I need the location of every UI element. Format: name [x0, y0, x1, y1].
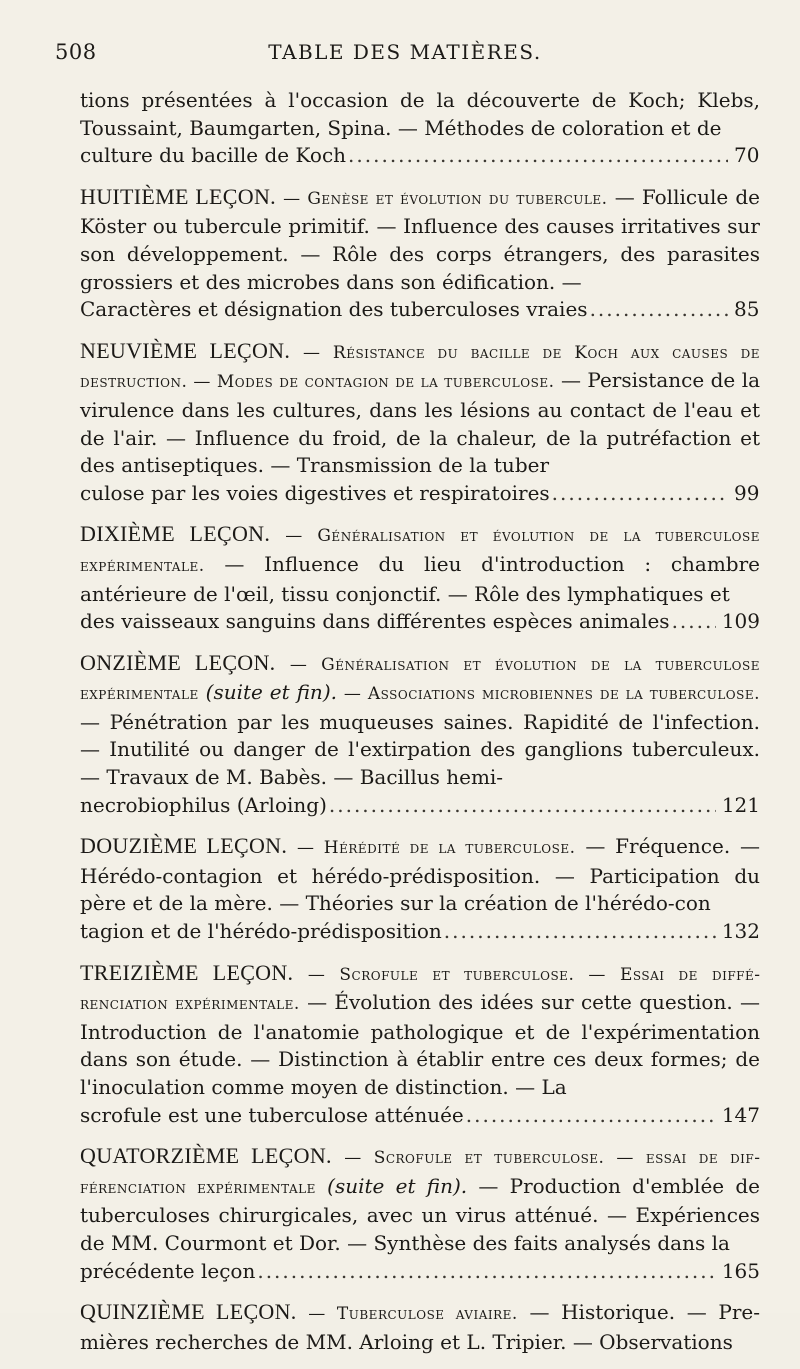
entry-body: tions présentées à l'occasion de la découverte de Koch; Klebs, Toussaint, Baumgarten, Spina. — Méthodes de coloration et de [80, 88, 760, 140]
toc-line [80, 608, 760, 636]
running-head [55, 40, 755, 70]
lecon-heading: DIXIÈME LEÇON. [80, 521, 271, 547]
lecon-title: — Tuberculose aviaire. [308, 1304, 518, 1325]
lecon-heading: QUINZIÈME LEÇON. [80, 1299, 297, 1325]
dot-leader [329, 792, 716, 820]
toc-entry-lecon-11 [80, 649, 760, 820]
page-ref[interactable]: 70 [734, 143, 760, 168]
toc-entry-lecon-9 [80, 337, 760, 508]
lecon-subtitle: — Associations microbiennes de la tuberculose. [343, 684, 761, 705]
toc-entry-lecon-8 [80, 183, 760, 324]
toc-entry-lecon-13 [80, 959, 760, 1130]
entry-body: — Production d'emblée de tuberculoses chirurgicales, avec un virus atténué. — Expériences de MM. Courmont et Dor. — Synthèse des faits analysés dans la [80, 1173, 761, 1255]
lecon-title: — Généralisation et évolution de la tuberculose expérimentale [80, 654, 760, 705]
lecon-heading: NEUVIÈME LEÇON. [80, 337, 291, 363]
toc-entry-continuation [80, 87, 760, 170]
lecon-heading: DOUZIÈME LEÇON. [80, 833, 288, 859]
page-ref[interactable]: 109 [721, 609, 760, 634]
page-number: 508 [55, 40, 97, 64]
toc-line [80, 142, 760, 170]
toc-line [80, 480, 760, 508]
toc-line [80, 792, 760, 820]
page-ref[interactable]: 165 [721, 1258, 760, 1283]
lecon-heading: HUITIÈME LEÇON. [80, 183, 276, 209]
lecon-title: — Scrofule et tuberculose. — Essai de différenciation expérimentale. [80, 964, 760, 1015]
page-ref[interactable]: 147 [721, 1102, 760, 1127]
dot-leader [672, 608, 716, 636]
page-ref[interactable]: 132 [721, 919, 760, 944]
dot-leader [552, 480, 728, 508]
entry-body: — Follicule de Köster ou tubercule primitif. — Influence des causes irritatives sur son développement. — Rôle des corps étrangers, des parasites grossiers et des microbes dans son édification. — [80, 184, 760, 294]
dot-leader [590, 296, 728, 324]
lecon-title-italic: (suite et fin). [327, 1173, 468, 1198]
dot-leader [348, 142, 728, 170]
lecon-heading: ONZIÈME LEÇON. [80, 649, 276, 675]
dot-leader [466, 1102, 716, 1130]
toc-line [80, 918, 760, 946]
entry-last-line: culose par les voies digestives et respiratoires [80, 480, 550, 505]
page-ref[interactable]: 85 [734, 297, 760, 322]
toc-entry-lecon-15 [80, 1298, 760, 1356]
toc-line [80, 296, 760, 324]
lecon-heading: QUATORZIÈME LEÇON. [80, 1143, 332, 1169]
dot-leader [444, 918, 716, 946]
entry-body: — Persistance de la virulence dans les cultures, dans les lésions au contact de l'eau et de l'air. — Influence du froid, de la chaleur, de la putréfaction et des antiseptiques. — Transmission de la tuber [80, 368, 761, 478]
entry-last-line: tagion et de l'hérédo-prédisposition [80, 919, 442, 944]
entry-body: — Pénétration par les muqueuses saines. Rapidité de l'infection. — Inutilité ou danger de l'extirpation des ganglions tuberculeux. — Travaux de M. Babès. — Bacillus hemi- [80, 709, 760, 790]
lecon-title: — Scrofule et tuberculose. — essai de différenciation expérimentale [80, 1148, 761, 1198]
entry-last-line: Caractères et désignation des tuberculoses vraies [80, 297, 588, 322]
toc-entry-lecon-10 [80, 520, 760, 635]
entry-last-line: des vaisseaux sanguins dans différentes espèces animales [80, 609, 670, 634]
lecon-title-italic: (suite et fin). [205, 680, 337, 705]
lecon-title: — Généralisation et évolution de la tuberculose expérimentale. [80, 526, 760, 576]
lecon-heading: TREIZIÈME LEÇON. [80, 959, 294, 985]
toc-line [80, 1102, 760, 1130]
dot-leader [257, 1258, 715, 1286]
lecon-title: — Genèse et évolution du tubercule. [283, 188, 608, 209]
page-ref[interactable]: 121 [721, 792, 760, 817]
page-ref[interactable]: 99 [734, 480, 760, 505]
entry-last-line: culture du bacille de Koch [80, 143, 347, 168]
entry-last-line: necrobiophilus (Arloing) [80, 792, 327, 817]
entry-body: — Influence du lieu d'introduction : chambre antérieure de l'œil, tissu conjonctif. — Rôle des lymphatiques et [80, 551, 760, 606]
entry-last-line: scrofule est une tuberculose atténuée [80, 1102, 464, 1127]
toc-entry-lecon-14 [80, 1142, 760, 1285]
table-of-contents [80, 87, 760, 1369]
entry-last-line: précédente leçon [80, 1258, 256, 1283]
toc-line [80, 1258, 760, 1286]
entry-body: — Historique. — Premières recherches de MM. Arloing et L. Tripier. — Observations [80, 1300, 760, 1354]
toc-entry-lecon-12 [80, 832, 760, 945]
lecon-title: — Hérédité de la tuberculose. [296, 838, 576, 859]
entry-body: — Évolution des idées sur cette question. — Introduction de l'anatomie pathologique et de l'expérimentation dans son étude. — Distinction à établir entre ces deux formes; de l'inoculation comme moyen de distinction. — La [80, 990, 761, 1099]
running-title: TABLE DES MATIÈRES. [268, 40, 542, 64]
lecon-title: — Résistance du bacille de Koch aux causes de destruction. — Modes de contagion de la tuberculose. [80, 342, 760, 393]
entry-body: — Fréquence. — Hérédo-contagion et hérédo-prédisposition. — Participation du père et de la mère. — Théories sur la création de l'hérédo-con [80, 834, 760, 916]
